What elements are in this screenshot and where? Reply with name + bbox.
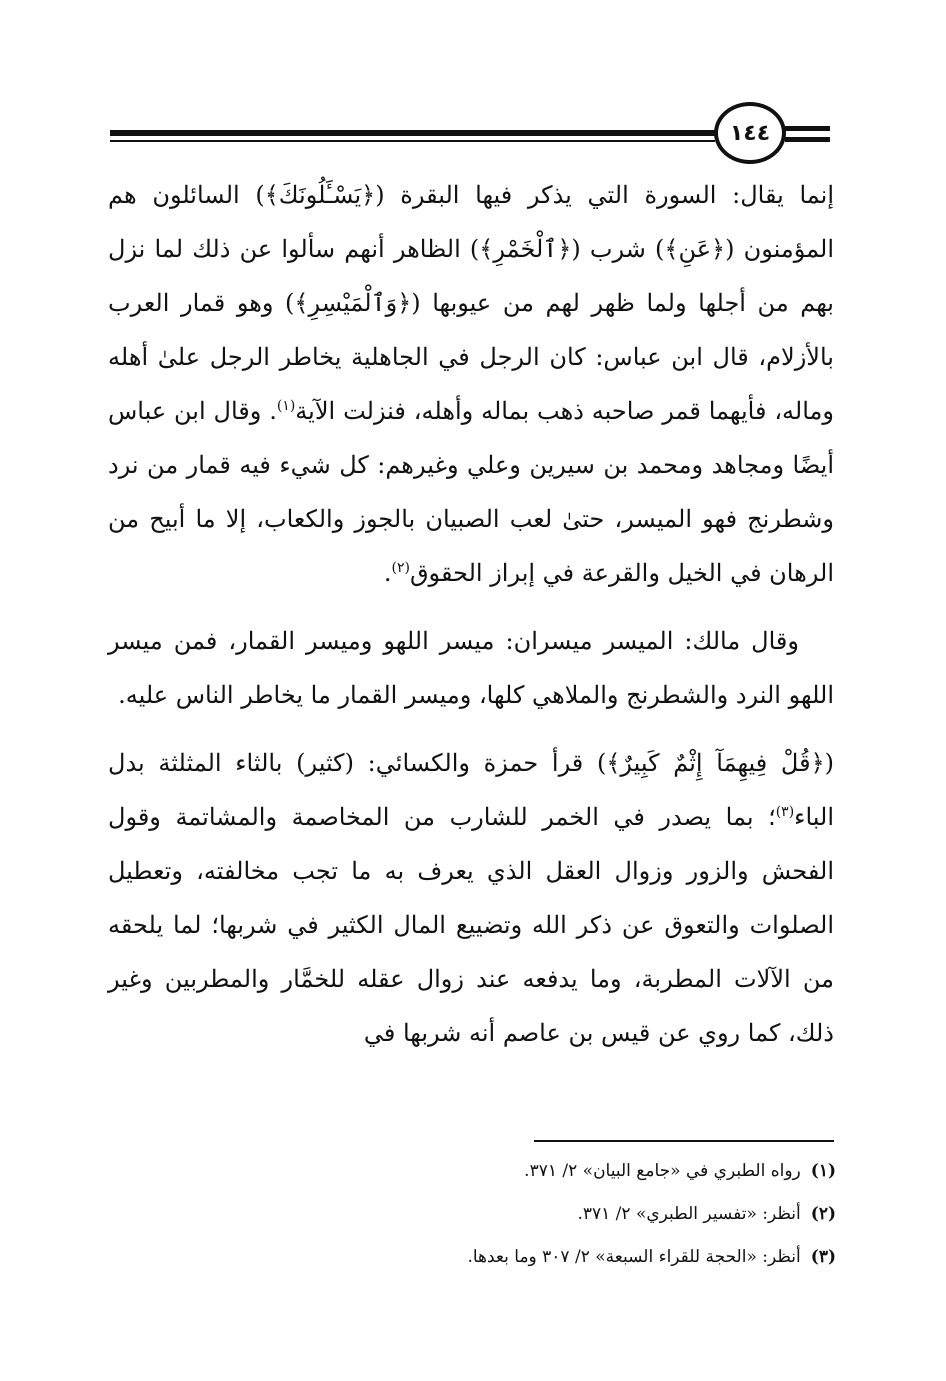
footnote-2-number: (٢) xyxy=(810,1204,836,1224)
footnote-ref-1: (١) xyxy=(276,398,296,414)
page-header xyxy=(110,100,840,160)
footnote-1-text: رواه الطبري في «جامع البيان» ٢/ ٣٧١. xyxy=(524,1161,801,1181)
footnote-ref-2: (٢) xyxy=(391,560,410,576)
footnote-ref-3: (٣) xyxy=(775,804,795,820)
footnote-2 xyxy=(300,1193,836,1236)
footnote-separator xyxy=(534,1140,834,1142)
footnote-3 xyxy=(300,1236,836,1279)
header-rule-right-bottom xyxy=(785,137,830,142)
paragraph-1-text-a: إنما يقال: السورة التي يذكر فيها البقرة (﴿يَسْـَٔلُونَكَ﴾) السائلون هم المؤمنون (﴿عَنِ﴾) شرب (﴿ٱلْخَمْرِ﴾) الظاهر أنهم سألوا عن ذلك لما نزل بهم من أجلها ولما ظهر لهم من عيوبها (﴿وَٱلْمَيْسِرِ﴾) وهو قمار العرب بالأزلام، قال ابن عباس: كان الرجل في الجاهلية يخاطر الرجل علىٰ أهله وماله، فأيهما قمر صاحبه ذهب بماله وأهله، فنزلت الآية xyxy=(108,181,834,425)
header-rule-thin xyxy=(110,140,715,142)
header-rule-right-top xyxy=(785,126,830,131)
paragraph-3 xyxy=(108,736,834,1060)
footnotes xyxy=(300,1150,836,1279)
footnote-1 xyxy=(300,1150,836,1193)
paragraph-2: وقال مالك: الميسر ميسران: ميسر اللهو وميسر القمار، فمن ميسر اللهو النرد والشطرنج والملاهي كلها، وميسر القمار ما يخاطر الناس عليه. xyxy=(108,627,834,709)
paragraph-3-text-b: ؛ بما يصدر في الخمر للشارب من المخاصمة والمشاتمة وقول الفحش والزور وزوال العقل الذي يعرف به ما تجب مخالفته، وتعطيل الصلوات والتعوق عن ذكر الله وتضييع المال الكثير في شربها؛ لما يلحقه من الآلات المطربة، وما يدفعه عند زوال عقله للخمَّار والمطربين وغير ذلك، كما روي عن قيس بن عاصم أنه شربها في xyxy=(108,803,834,1047)
paragraph-1-text-b: . وقال ابن عباس أيضًا ومجاهد ومحمد بن سيرين وعلي وغيرهم: كل شيء فيه قمار من نرد وشطرنج فهو الميسر، حتىٰ لعب الصبيان بالجوز والكعاب، إلا ما أبيح من الرهان في الخيل والقرعة في إبراز الحقوق xyxy=(108,397,834,587)
paragraph-1-text-c: . xyxy=(383,559,392,587)
footnote-1-number: (١) xyxy=(810,1161,836,1181)
paragraph-3-text-a: (﴿قُلْ فِيهِمَآ إِثْمٌ كَبِيرٌ﴾) قرأ حمزة والكسائي: (كثير) بالثاء المثلثة بدل الباء xyxy=(108,749,834,831)
footnote-3-text: أنظر: «الحجة للقراء السبعة» ٢/ ٣٠٧ وما بعدها. xyxy=(467,1247,801,1267)
footnote-3-number: (٣) xyxy=(810,1247,836,1267)
page-number: ١٤٤ xyxy=(714,102,786,164)
footnote-2-text: أنظر: «تفسير الطبري» ٢/ ٣٧١. xyxy=(577,1204,801,1224)
header-rule-thick xyxy=(110,130,715,136)
main-text xyxy=(108,168,834,1060)
paragraph-1 xyxy=(108,168,834,600)
